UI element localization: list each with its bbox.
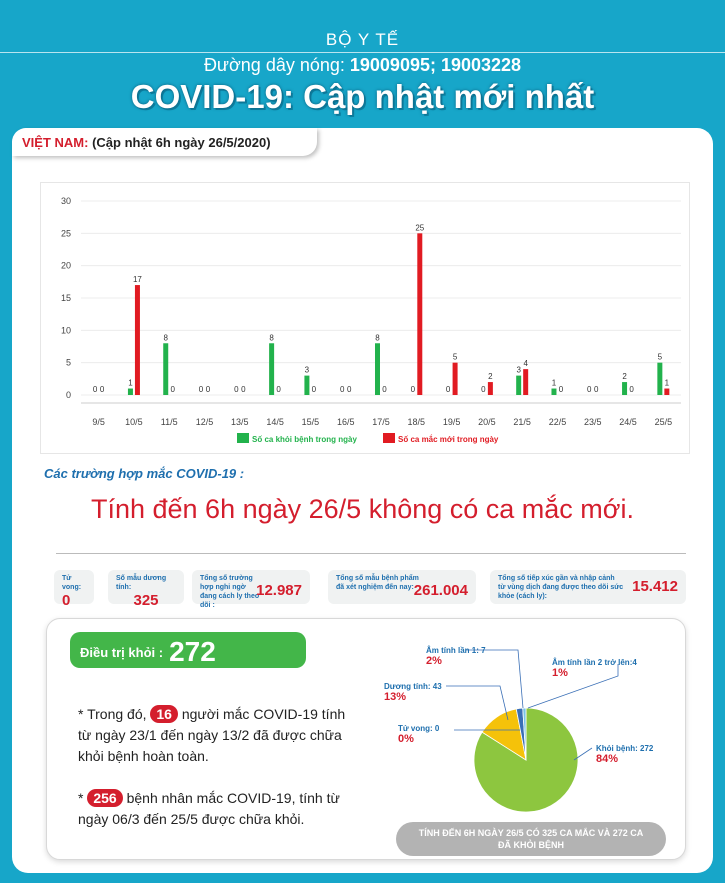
update-time: (Cập nhật 6h ngày 26/5/2020) <box>88 135 271 150</box>
data-label: 0 <box>92 385 98 394</box>
data-label: 0 <box>234 385 239 394</box>
data-label: 5 <box>657 352 663 362</box>
stat-label: Tổng số mẫu bệnh phẩm đã xét nghiệm đến nay: <box>336 575 419 591</box>
stat-tested <box>328 570 476 604</box>
data-label: 0 <box>198 385 204 394</box>
legend-label: Số ca mắc mới trong ngày <box>398 435 499 444</box>
pie-label-recovered <box>596 744 653 765</box>
note-prefix: * Trong đó, <box>78 706 151 722</box>
pie-label-positive <box>384 682 442 703</box>
data-label: 2 <box>622 372 627 382</box>
leader-line <box>446 686 508 720</box>
data-label: 0 <box>346 385 352 394</box>
hotline-numbers: 19009095; 19003228 <box>349 55 522 75</box>
stat-value: 325 <box>133 592 159 609</box>
pie-label-pct: 2% <box>426 655 442 667</box>
note-text: ngày 06/3 đến 25/5 được chữa khỏi. <box>78 811 305 827</box>
data-label: 0 <box>410 385 416 394</box>
note-text: khỏi bệnh hoàn toàn. <box>78 748 209 764</box>
bar-new-cases <box>523 369 528 395</box>
pie-label-text: Khỏi bệnh: 272 <box>596 744 654 753</box>
x-tick-label: 10/5 <box>125 417 143 427</box>
data-label: 2 <box>488 372 493 382</box>
header <box>0 0 725 128</box>
pie-label-deaths <box>398 724 439 745</box>
x-tick-label: 15/5 <box>301 417 320 427</box>
stat-label: Tổng số tiếp xúc gần và nhập cảnh từ vùng dịch đang được theo dõi sức khỏe (cách ly): <box>498 575 624 600</box>
bar-recovered <box>657 363 662 395</box>
y-tick-label: 5 <box>65 357 71 368</box>
treatment-badge <box>70 632 306 685</box>
data-label: 0 <box>170 385 175 394</box>
treatment-label: Điều trị khỏi : <box>80 644 164 660</box>
x-tick-label: 23/5 <box>583 417 602 427</box>
ministry-label: BỘ Y TẾ <box>325 30 400 49</box>
bar-chart-svg <box>41 183 691 455</box>
pie-label-text: Âm tính lần 2 trở lên:4 <box>552 658 637 667</box>
stat-value: 15.412 <box>632 578 678 595</box>
pie-label-pct: 84% <box>596 753 619 765</box>
x-tick-label: 14/5 <box>266 417 284 427</box>
bar-recovered <box>516 376 521 395</box>
bar-recovered <box>304 376 309 395</box>
daily-cases-chart <box>40 182 690 454</box>
stat-positive <box>108 570 184 609</box>
main-title: COVID-19: Cập nhật mới nhất <box>130 78 595 115</box>
stat-value: 261.004 <box>413 582 468 599</box>
note-prefix: * <box>78 790 88 806</box>
data-label: 1 <box>664 378 670 388</box>
x-tick-label: 22/5 <box>548 417 567 427</box>
treatment-unit: TRƯỜNG HỢP <box>80 669 172 685</box>
data-label: 4 <box>523 359 528 369</box>
data-label: 1 <box>551 378 557 388</box>
x-tick-label: 19/5 <box>442 417 461 427</box>
bar-recovered <box>375 343 380 395</box>
x-tick-label: 13/5 <box>231 417 249 427</box>
data-label: 0 <box>205 385 211 394</box>
stat-monitored <box>490 570 686 604</box>
y-tick-label: 20 <box>60 260 71 271</box>
stat-value: 0 <box>62 592 71 609</box>
hotline-label: Đường dây nóng: <box>203 55 350 75</box>
legend-swatch <box>383 433 395 443</box>
y-tick-label: 30 <box>60 196 71 206</box>
note-second <box>78 788 340 830</box>
x-tick-label: 11/5 <box>160 417 178 427</box>
note-text: người mắc COVID-19 tính <box>177 706 346 722</box>
stat-label: Tổng số trường hợp nghi ngờ đang cách ly theo dõi : <box>200 575 260 609</box>
x-tick-label: 9/5 <box>92 417 105 427</box>
legend-label: Số ca khỏi bệnh trong ngày <box>252 435 357 444</box>
x-tick-label: 18/5 <box>407 417 426 427</box>
data-label: 0 <box>99 385 105 394</box>
data-label: 3 <box>304 365 310 375</box>
stat-suspected <box>192 570 310 609</box>
data-label: 8 <box>375 333 380 343</box>
treatment-value: 272 <box>169 636 216 667</box>
x-tick-label: 17/5 <box>372 417 390 427</box>
x-tick-label: 21/5 <box>513 417 531 427</box>
note-text: bệnh nhân mắc COVID-19, tính từ <box>122 790 340 806</box>
pie-label-pct: 13% <box>384 691 407 703</box>
data-label: 0 <box>629 385 634 394</box>
x-tick-label: 24/5 <box>619 417 637 427</box>
x-tick-label: 12/5 <box>195 417 214 427</box>
stat-label: Số mẫu dương tính: <box>116 575 167 591</box>
bar-new-cases <box>135 285 140 395</box>
note-pill: 16 <box>150 705 178 723</box>
pie-label-text: Âm tính lần 1: 7 <box>426 646 486 655</box>
stat-deaths <box>54 570 94 609</box>
header-divider <box>0 52 725 53</box>
data-label: 0 <box>382 385 387 394</box>
data-label: 0 <box>241 385 246 394</box>
data-label: 0 <box>594 385 599 394</box>
pie-label-neg1 <box>426 646 486 667</box>
note-first <box>78 704 345 767</box>
data-label: 0 <box>339 385 345 394</box>
pie-label-neg2 <box>552 658 637 679</box>
bar-new-cases <box>417 233 422 395</box>
cases-message: Tính đến 6h ngày 26/5 không có ca mắc mới. <box>90 494 635 524</box>
x-tick-label: 25/5 <box>654 417 673 427</box>
data-label: 8 <box>269 333 274 343</box>
y-tick-label: 10 <box>60 325 71 336</box>
data-label: 17 <box>132 275 142 285</box>
data-label: 0 <box>587 385 592 394</box>
pie-note: TÍNH ĐẾN 6H NGÀY 26/5 CÓ 325 CA MẮC VÀ 272 CA ĐÃ KHỎI BỆNH <box>396 822 666 856</box>
data-label: 25 <box>415 223 425 233</box>
data-label: 0 <box>311 385 317 394</box>
x-tick-label: 20/5 <box>478 417 496 427</box>
bar-new-cases <box>488 382 493 395</box>
bar-recovered <box>128 389 133 395</box>
data-label: 5 <box>452 352 458 362</box>
y-tick-label: 15 <box>60 293 71 303</box>
update-tag <box>12 128 317 156</box>
stat-label: Tử vong: <box>62 575 82 591</box>
x-tick-label: 16/5 <box>336 417 355 427</box>
divider <box>56 553 686 554</box>
bar-new-cases <box>664 389 669 395</box>
pie-label-text: Dương tính: 43 <box>384 682 442 691</box>
pie-chart <box>370 636 690 826</box>
y-tick-label: 0 <box>65 390 71 400</box>
pie-label-pct: 0% <box>398 733 414 745</box>
note-pill: 256 <box>87 789 122 807</box>
bar-new-cases <box>453 363 458 395</box>
cases-heading: Các trường hợp mắc COVID-19 : <box>44 466 245 481</box>
bar-recovered <box>622 382 627 395</box>
data-label: 8 <box>163 333 168 343</box>
pie-label-text: Tử vong: 0 <box>398 724 440 733</box>
data-label: 3 <box>516 365 521 375</box>
legend-swatch <box>237 433 249 443</box>
bar-recovered <box>551 389 556 395</box>
data-label: 0 <box>481 385 486 394</box>
country-label: VIỆT NAM: <box>22 135 89 150</box>
y-tick-label: 25 <box>60 228 71 239</box>
data-label: 1 <box>128 378 133 388</box>
note-text: từ ngày 23/1 đến ngày 13/2 đã được chữa <box>78 727 342 743</box>
data-label: 0 <box>445 385 451 394</box>
data-label: 0 <box>276 385 281 394</box>
pie-label-pct: 1% <box>552 667 568 679</box>
data-label: 0 <box>558 385 564 394</box>
hotline <box>0 55 725 76</box>
stat-value: 12.987 <box>256 582 302 599</box>
bar-recovered <box>269 343 274 395</box>
bar-recovered <box>163 343 168 395</box>
